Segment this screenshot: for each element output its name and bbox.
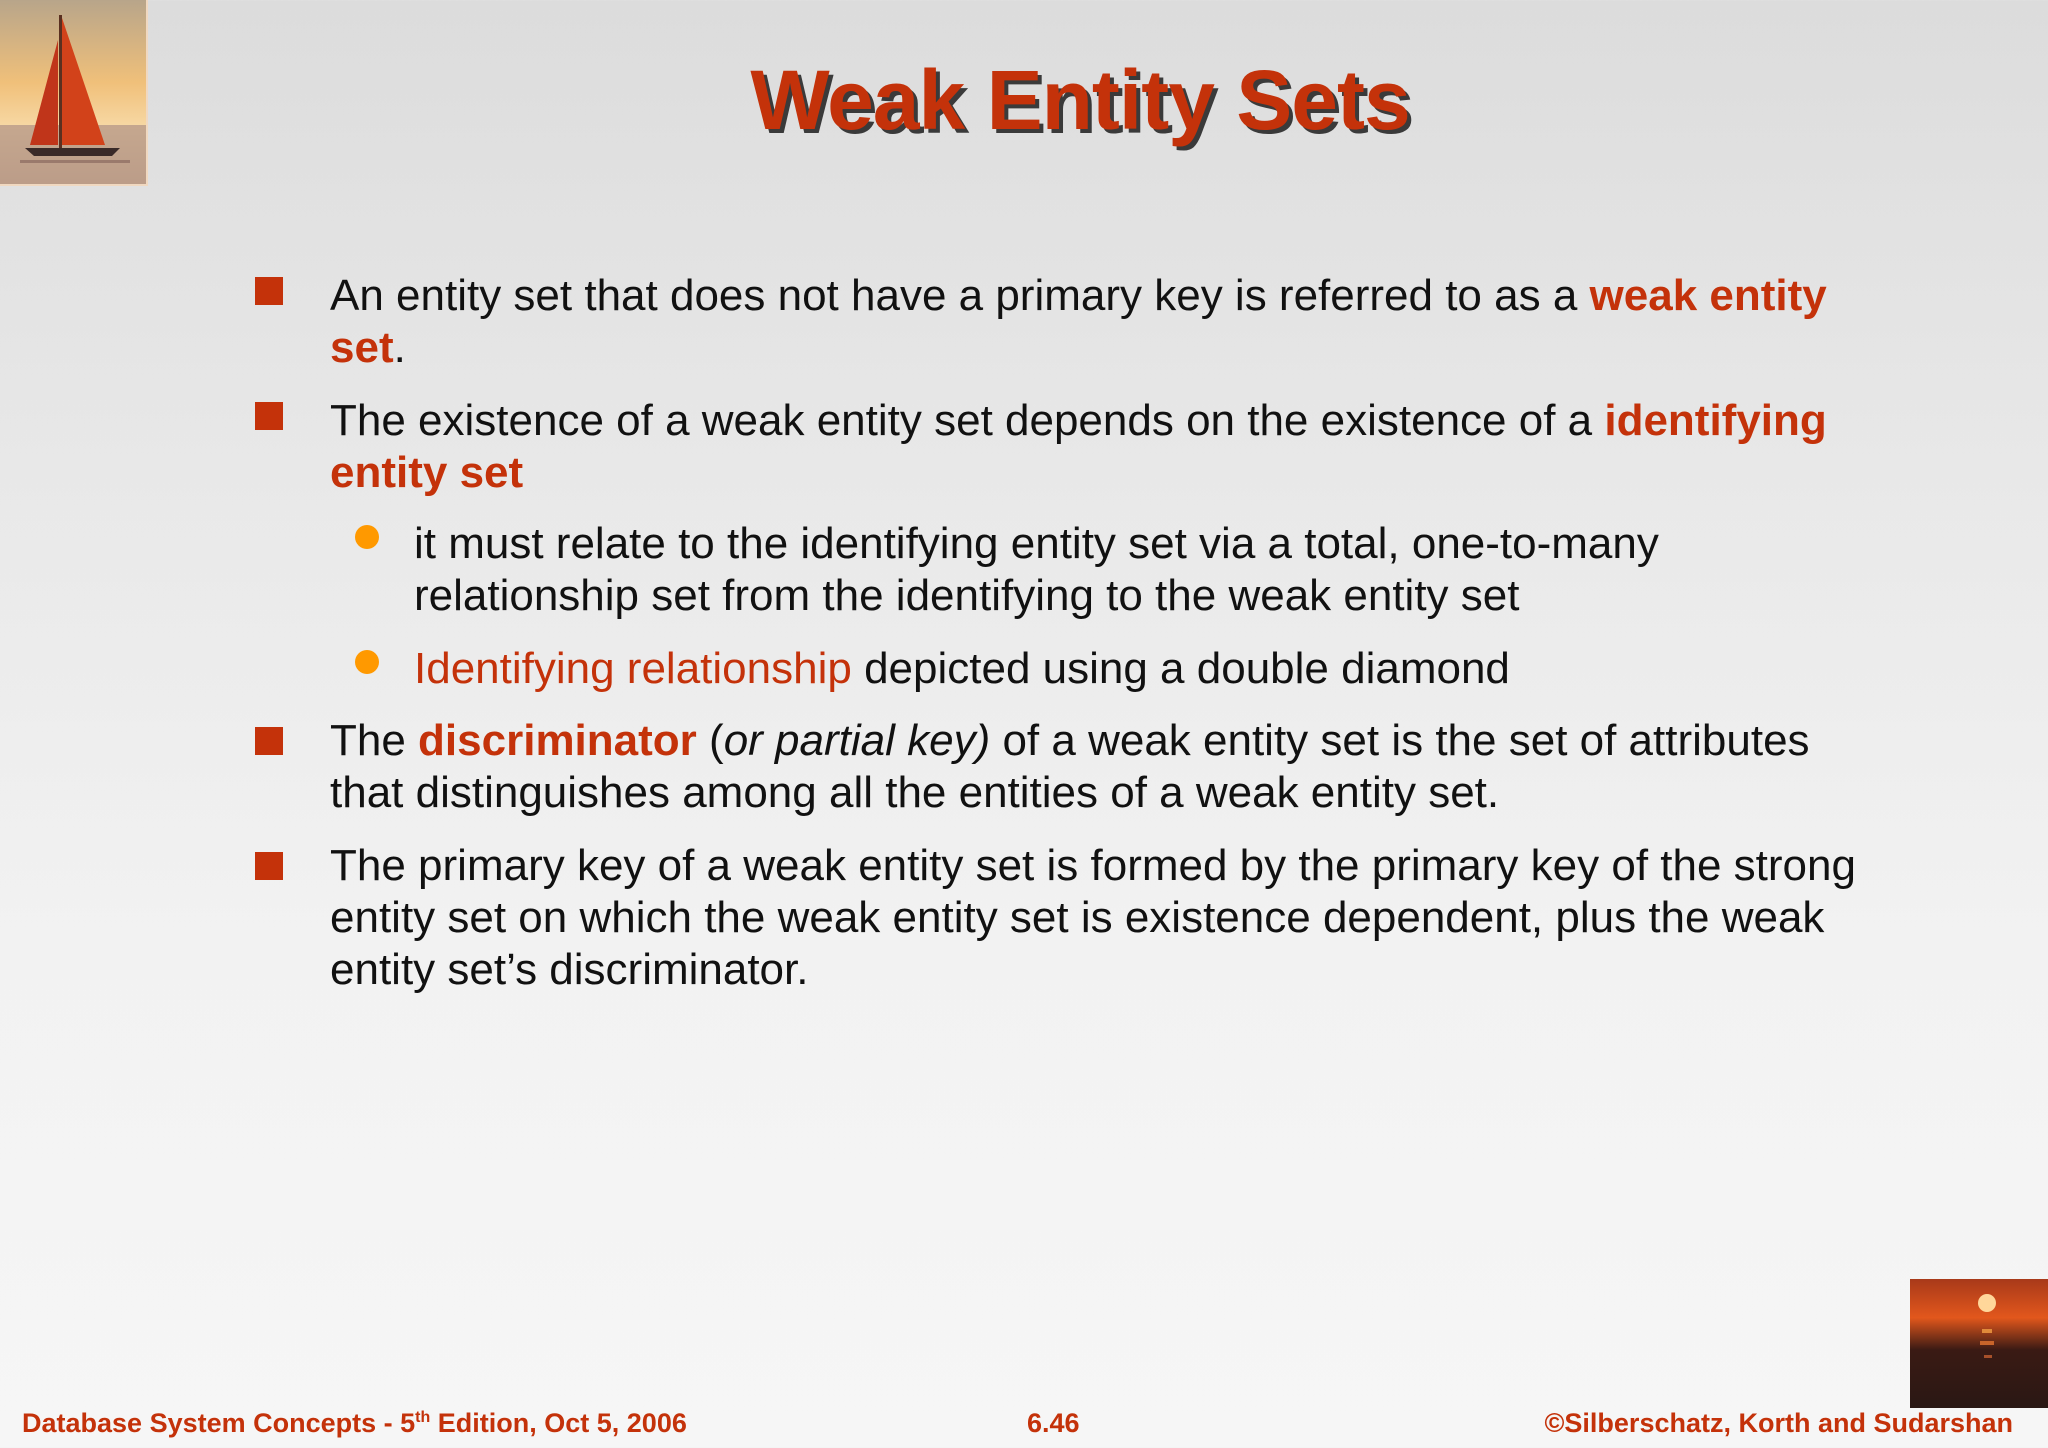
sub-bullet-text: it must relate to the identifying entity set via a total, one-to-many relationship set from the identifying to the weak entity set <box>414 519 1659 620</box>
sub-bullet-text: Identifying relationship depicted using a double diamond <box>414 644 1510 693</box>
footer-page-number: 6.46 <box>1027 1408 1080 1438</box>
bullet-square-icon <box>255 727 283 755</box>
bullet-square-icon <box>255 852 283 880</box>
footer-book-title: Database System Concepts - 5th Edition, Oct 5, 2006 <box>22 1408 687 1438</box>
slide-title: Weak Entity Sets <box>750 53 1410 147</box>
footer-copyright: ©Silberschatz, Korth and Sudarshan <box>1544 1408 2013 1438</box>
bullet-text: An entity set that does not have a primary key is referred to as a weak entity set. <box>330 271 1827 372</box>
sub-bullet-dot-icon <box>355 650 379 674</box>
bullet-square-icon <box>255 277 283 305</box>
bullet-square-icon <box>255 402 283 430</box>
bullet-text: The primary key of a weak entity set is formed by the primary key of the strong entity set on which the weak entity set is existence dependent, plus the weak entity set’s discriminator. <box>330 841 1856 994</box>
sub-bullet-dot-icon <box>355 525 379 549</box>
bullet-text: The existence of a weak entity set depends on the existence of a identifying entity set <box>330 396 1827 497</box>
bullet-text: The discriminator (or partial key) of a weak entity set is the set of attributes that distinguishes among all the entities of a weak entity set. <box>330 716 1810 817</box>
